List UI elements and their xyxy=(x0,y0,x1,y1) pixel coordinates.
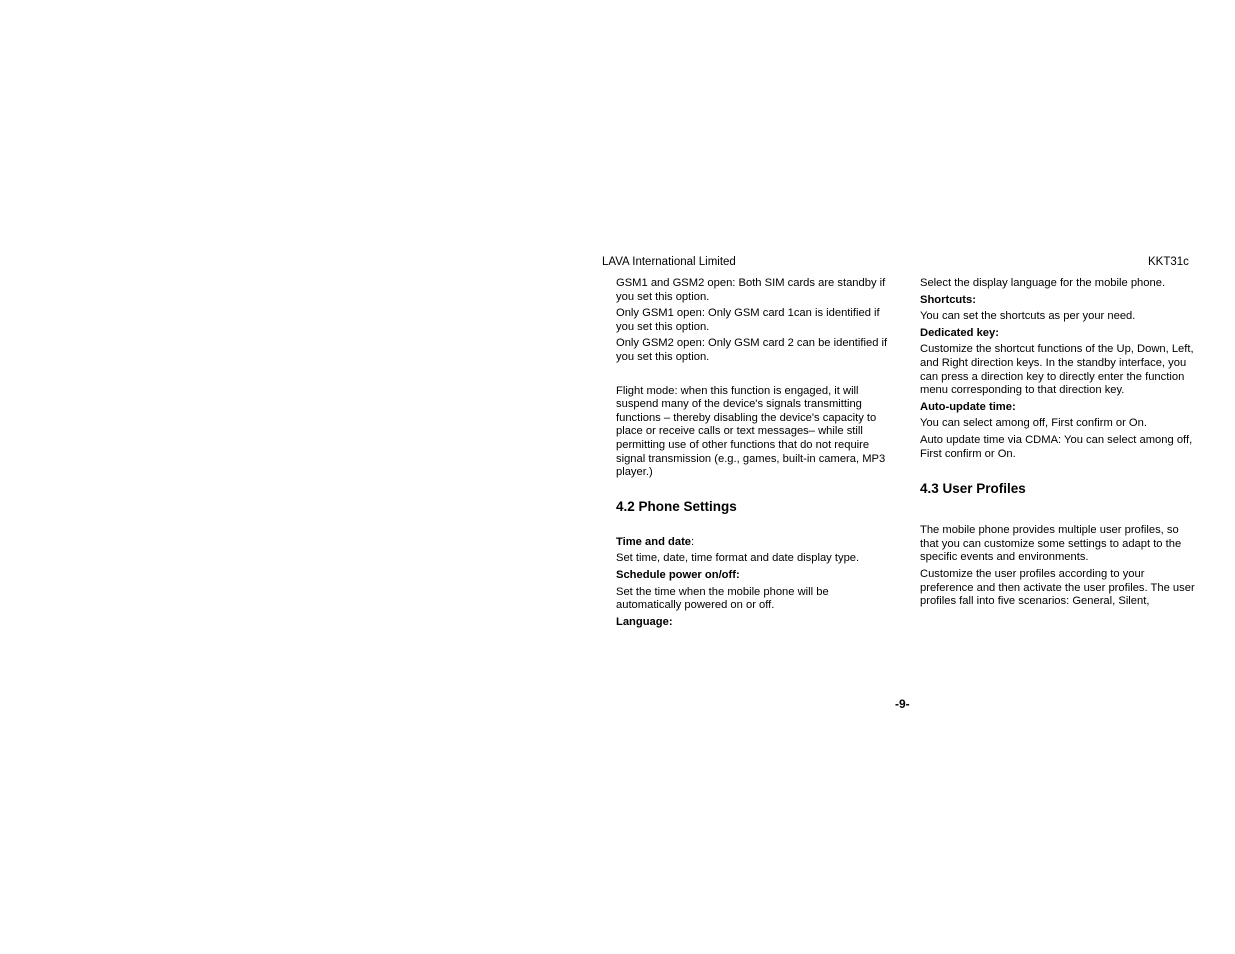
flight-mode-text: Flight mode: when this function is engaged, it will suspend many of the device's signals transmitting functions – thereby disabling the device's capacity to place or receive calls or text messages– while still permitting use of other functions that do not require signal transmission (e.g., games, built-in camera, MP3 player.) xyxy=(616,384,886,479)
time-date-colon: : xyxy=(691,535,695,548)
gsm1-only-text: Only GSM1 open: Only GSM card 1can is identified if you set this option. xyxy=(616,307,880,333)
schedule-power-heading: Schedule power on/off: xyxy=(616,568,740,581)
auto-update-heading: Auto-update time: xyxy=(920,400,1016,413)
user-profiles-text-1: The mobile phone provides multiple user profiles, so that you can customize some settings to adapt to the specific events and environments. xyxy=(920,524,1182,564)
right-column xyxy=(920,277,1196,612)
time-date-text: Set time, date, time format and date display type. xyxy=(616,552,860,565)
section-title-phone-settings: 4.2 Phone Settings xyxy=(616,498,737,514)
header-company: LAVA International Limited xyxy=(602,256,736,268)
user-profiles-text-2: Customize the user profiles according to your preference and then activate the user profiles. The user profiles fall into five scenarios: General, Silent, xyxy=(920,567,1195,608)
section-title-user-profiles: 4.3 User Profiles xyxy=(920,481,1026,497)
page-number: -9- xyxy=(895,697,910,711)
shortcuts-text: You can set the shortcuts as per your need. xyxy=(920,310,1136,323)
gsm-both-open-text: GSM1 and GSM2 open: Both SIM cards are standby if you set this option. xyxy=(616,277,886,303)
shortcuts-heading: Shortcuts: xyxy=(920,293,976,306)
dedicated-key-heading: Dedicated key: xyxy=(920,326,999,339)
schedule-power-text: Set the time when the mobile phone will be automatically powered on or off. xyxy=(616,585,829,612)
time-date-heading-line xyxy=(616,536,892,550)
auto-update-text-1: You can select among off, First confirm or On. xyxy=(920,417,1147,430)
auto-update-text-2: Auto update time via CDMA: You can select among off, First confirm or On. xyxy=(920,433,1193,460)
gsm2-only-text: Only GSM2 open: Only GSM card 2 can be identified if you set this option. xyxy=(616,337,888,363)
dedicated-key-text: Customize the shortcut functions of the Up, Down, Left, and Right direction keys. In the standby interface, you can press a direction key to directly enter the function menu corresponding to that direction key. xyxy=(920,343,1194,397)
left-column xyxy=(616,277,892,632)
language-heading: Language: xyxy=(616,615,673,628)
header-model: KKT31c xyxy=(1148,256,1189,268)
language-text: Select the display language for the mobile phone. xyxy=(920,277,1166,289)
time-date-heading: Time and date xyxy=(616,535,692,548)
